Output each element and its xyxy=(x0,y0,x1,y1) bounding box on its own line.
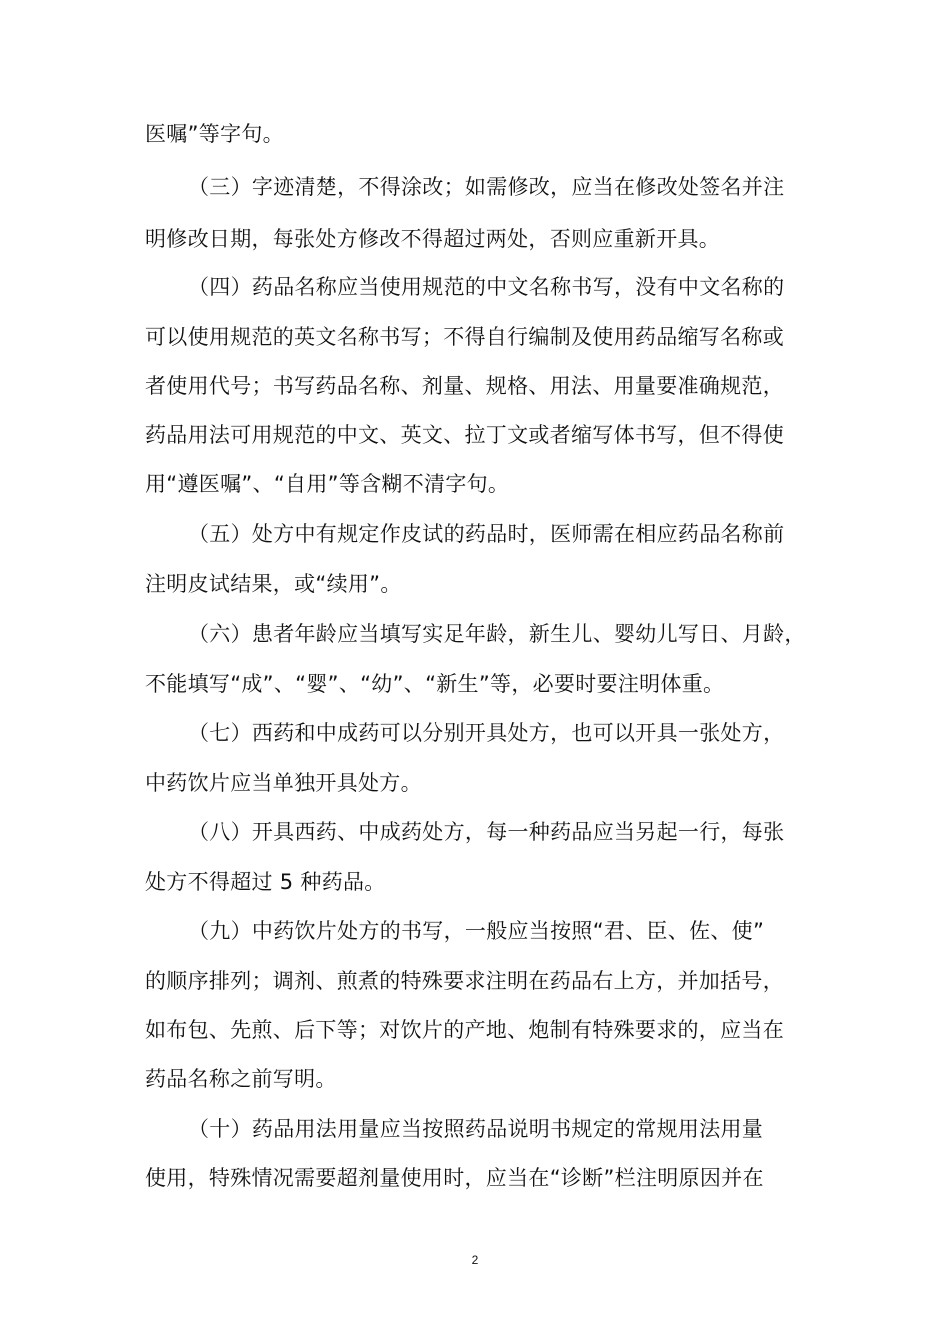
text-line: 者使用代号；书写药品名称、剂量、规格、用法、用量要准确规范， xyxy=(145,374,784,398)
text-line: 的顺序排列；调剂、煎煮的特殊要求注明在药品右上方，并加括号， xyxy=(145,969,784,993)
text-line: （八）开具西药、中成药处方，每一种药品应当另起一行，每张 xyxy=(188,820,785,844)
text-line: （十）药品用法用量应当按照药品说明书规定的常规用法用量 xyxy=(188,1117,764,1141)
text-line: 明修改日期，每张处方修改不得超过两处，否则应重新开具。 xyxy=(145,227,721,251)
text-line: （三）字迹清楚，不得涂改；如需修改，应当在修改处签名并注 xyxy=(188,175,785,199)
text-line: 使用，特殊情况需要超剂量使用时，应当在“诊断”栏注明原因并在 xyxy=(145,1166,764,1190)
text-line: 中药饮片应当单独开具处方。 xyxy=(145,771,422,795)
text-line: 用“遵医嘱”、“自用”等含糊不清字句。 xyxy=(145,472,510,496)
page-number: 2 xyxy=(471,1253,479,1267)
text-line: （五）处方中有规定作皮试的药品时，医师需在相应药品名称前 xyxy=(188,522,785,546)
text-line: 药品用法可用规范的中文、英文、拉丁文或者缩写体书写，但不得使 xyxy=(145,423,784,447)
text-line: 不能填写“成”、“婴”、“幼”、“新生”等，必要时要注明体重。 xyxy=(145,672,725,696)
text-line: （四）药品名称应当使用规范的中文名称书写，没有中文名称的 xyxy=(188,275,785,299)
text-line: （六）患者年龄应当填写实足年龄，新生儿、婴幼儿写日、月龄， xyxy=(188,622,806,646)
text-line: 药品名称之前写明。 xyxy=(145,1067,337,1091)
text-line: 注明皮试结果，或“续用”。 xyxy=(145,572,402,596)
text-line: 可以使用规范的英文名称书写；不得自行编制及使用药品缩写名称或 xyxy=(145,325,784,349)
text-line: 处方不得超过 5 种药品。 xyxy=(145,870,386,894)
text-line: （九）中药饮片处方的书写，一般应当按照“君、臣、佐、使” xyxy=(188,919,765,943)
text-line: 医嘱”等字句。 xyxy=(145,122,284,146)
text-line: （七）西药和中成药可以分别开具处方，也可以开具一张处方， xyxy=(188,721,785,745)
text-line: 如布包、先煎、后下等；对饮片的产地、炮制有特殊要求的，应当在 xyxy=(145,1018,784,1042)
